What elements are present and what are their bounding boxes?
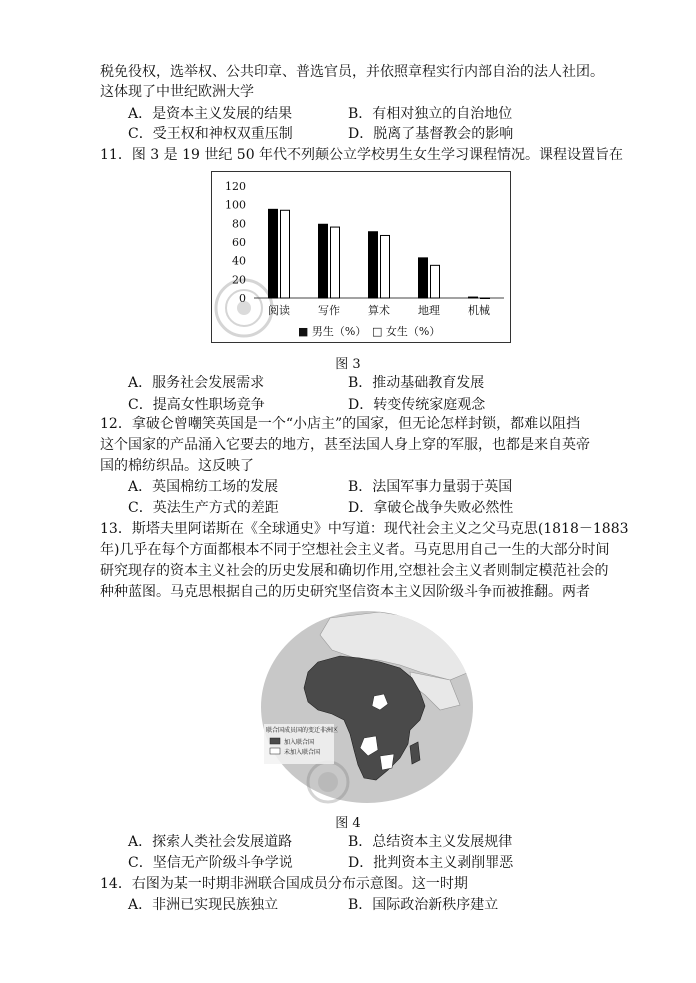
figure-3-caption: 图 3 — [335, 357, 361, 372]
map-legend — [264, 724, 338, 764]
q11-option-a: A．服务社会发展需求 — [128, 375, 265, 391]
x-tick-label: 写作 — [318, 304, 340, 317]
figure-4-caption: 图 4 — [335, 816, 361, 831]
q12-option-a: A．英国棉纺工场的发展 — [128, 479, 279, 495]
watermark-seal — [216, 280, 272, 336]
y-tick-label: 40 — [232, 254, 246, 268]
bar-male — [469, 297, 478, 298]
q10-option-b: B．有相对独立的自治地位 — [348, 106, 513, 122]
legend-member-label: 加入联合国 — [284, 739, 315, 746]
q13-stem-line-1: 13．斯塔夫里阿诺斯在《全球通史》中写道：现代社会主义之父马克思(1818－1883 — [100, 521, 629, 537]
q13-stem-line-2: 年)几乎在每个方面都根本不同于空想社会主义者。马克思用自己一生的大部分时间 — [100, 542, 610, 558]
legend-male: ■ 男生（%） — [298, 325, 367, 338]
q12-stem-line-2: 这个国家的产品涌入它要去的地方，甚至法国人身上穿的军服，也都是来自英帝 — [100, 437, 590, 453]
q12-stem-line-1: 12．拿破仑曾嘲笑英国是一个“小店主”的国家，但无论怎样封锁，都难以阻挡 — [100, 416, 581, 432]
q11-option-b: B．推动基础教育发展 — [348, 375, 485, 391]
bar-female — [431, 265, 440, 298]
q10-stem-line-1: 税免役权，选举权、公共印章、普选官员，并依照章程实行内部自治的法人社团。 — [100, 64, 604, 80]
q14-option-b: B．国际政治新秩序建立 — [348, 897, 499, 913]
bar-male — [369, 232, 378, 298]
q13-option-d: D．批判资本主义剥削罪恶 — [348, 855, 514, 871]
y-tick-label: 80 — [232, 217, 246, 231]
y-tick-label: 100 — [225, 198, 246, 212]
bar-female — [381, 235, 390, 298]
q13-option-b: B．总结资本主义发展规律 — [348, 834, 513, 850]
africa-globe-svg — [260, 610, 474, 804]
q12-option-b: B．法国军事力量弱于英国 — [348, 479, 513, 495]
q12-option-d: D．拿破仑战争失败必然性 — [348, 500, 514, 516]
southern-region-nonmember — [380, 754, 394, 770]
figure-4-africa-map — [260, 610, 474, 804]
legend-female: □ 女生（%） — [372, 325, 441, 338]
q14-option-a: A．非洲已实现民族独立 — [128, 897, 279, 913]
q10-option-a: A．是资本主义发展的结果 — [128, 106, 293, 122]
figure-3-chart — [211, 171, 511, 343]
q13-stem-line-4: 种种蓝图。马克思根据自己的历史研究坚信资本主义因阶级斗争而被推翻。两者 — [100, 584, 590, 600]
q11-option-c: C．提高女性职场竞争 — [128, 397, 265, 413]
legend-nonmember-swatch — [270, 748, 280, 754]
y-tick-label: 0 — [239, 292, 246, 305]
x-tick-label: 机械 — [468, 304, 490, 317]
bar-male — [419, 258, 428, 298]
q11-option-d: D．转变传统家庭观念 — [348, 397, 486, 413]
legend-nonmember-label: 未加入联合国 — [284, 749, 321, 756]
q13-stem-line-3: 研究现存的资本主义社会的历史发展和确切作用,空想社会主义者则制定模范社会的 — [100, 563, 609, 579]
q10-option-d: D．脱离了基督教会的影响 — [348, 126, 514, 142]
x-tick-label: 阅读 — [268, 304, 290, 317]
q13-option-a: A．探索人类社会发展道路 — [128, 834, 293, 850]
bar-female — [281, 210, 290, 298]
bars-group — [269, 209, 490, 298]
x-tick-label: 地理 — [418, 304, 440, 317]
bar-male — [269, 209, 278, 298]
bar-male — [319, 224, 328, 298]
x-tick-label: 算术 — [368, 304, 390, 317]
q13-option-c: C．坚信无产阶级斗争学说 — [128, 855, 293, 871]
legend-title: 联合国成员国的变迁非洲区 — [266, 727, 339, 734]
q10-stem-line-2: 这体现了中世纪欧洲大学 — [100, 84, 254, 100]
y-tick-label: 60 — [232, 236, 246, 249]
q12-option-c: C．英法生产方式的差距 — [128, 500, 279, 516]
y-tick-label: 20 — [232, 273, 246, 287]
q10-option-c: C．受王权和神权双重压制 — [128, 126, 293, 142]
x-axis-labels — [268, 303, 490, 317]
bar-female — [331, 227, 340, 298]
y-tick-label: 120 — [225, 180, 246, 193]
bar-female — [481, 298, 490, 299]
bar-chart-svg — [212, 172, 510, 342]
q11-stem: 11．图 3 是 19 世纪 50 年代不列颠公立学校男生女生学习课程情况。课程设置旨在 — [100, 147, 624, 163]
q12-stem-line-3: 国的棉纺织品。这反映了 — [100, 458, 254, 474]
legend-member-swatch — [270, 738, 280, 744]
q14-stem: 14．右图为某一时期非洲联合国成员分布示意图。这一时期 — [100, 876, 468, 892]
madagascar — [410, 742, 420, 764]
